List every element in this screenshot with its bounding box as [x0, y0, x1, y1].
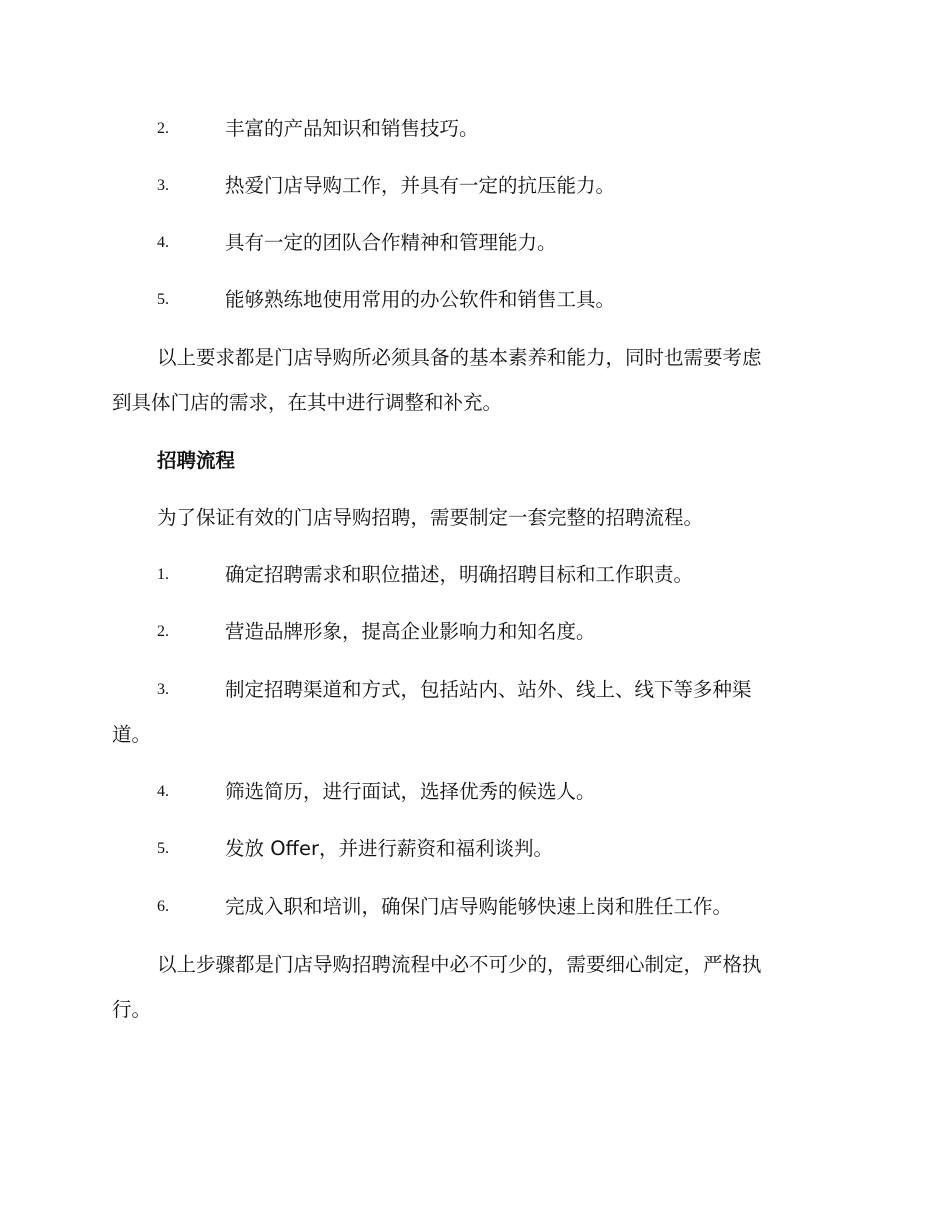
list-text: 丰富的产品知识和销售技巧。 — [225, 117, 479, 140]
list-text: 具有一定的团队合作精神和管理能力。 — [225, 231, 557, 254]
list-text: 热爱门店导购工作，并具有一定的抗压能力。 — [225, 174, 616, 197]
summary-paragraph-2-line-2: 行。 — [112, 998, 152, 1021]
list-number: 2. — [157, 120, 169, 137]
process-step-2 — [0, 617, 950, 647]
list-number: 3. — [157, 177, 169, 194]
summary-paragraph-1-line-1: 以上要求都是门店导购所必须具备的基本素养和能力，同时也需要考虑 — [157, 346, 762, 369]
list-number: 5. — [157, 840, 169, 857]
process-step-5 — [0, 834, 950, 864]
list-text: 能够熟练地使用常用的办公软件和销售工具。 — [225, 288, 616, 311]
list-text: 确定招聘需求和职位描述，明确招聘目标和工作职责。 — [225, 563, 694, 586]
summary-paragraph-2-line-1: 以上步骤都是门店导购招聘流程中必不可少的，需要细心制定，严格执 — [157, 953, 762, 976]
process-step-1 — [0, 560, 950, 590]
requirement-item-5 — [0, 285, 950, 315]
list-number: 1. — [157, 566, 169, 583]
list-text: 发放 Offer，并进行薪资和福利谈判。 — [225, 837, 553, 860]
list-number: 3. — [157, 681, 169, 698]
process-step-6 — [0, 892, 950, 922]
list-number: 2. — [157, 623, 169, 640]
process-step-3 — [0, 675, 950, 705]
intro-paragraph: 为了保证有效的门店导购招聘，需要制定一套完整的招聘流程。 — [157, 506, 704, 529]
list-text: 营造品牌形象，提高企业影响力和知名度。 — [225, 620, 596, 643]
requirement-item-2 — [0, 114, 950, 144]
list-text: 完成入职和培训，确保门店导购能够快速上岗和胜任工作。 — [225, 895, 733, 918]
requirement-item-3 — [0, 171, 950, 201]
list-number: 6. — [157, 898, 169, 915]
list-number: 4. — [157, 234, 169, 251]
requirement-item-4 — [0, 228, 950, 258]
summary-paragraph-1-line-2: 到具体门店的需求，在其中进行调整和补充。 — [112, 391, 503, 414]
process-step-4 — [0, 777, 950, 807]
process-step-3-continuation: 道。 — [112, 723, 152, 746]
list-text: 筛选简历，进行面试，选择优秀的候选人。 — [225, 780, 596, 803]
section-heading: 招聘流程 — [157, 449, 236, 472]
list-text: 制定招聘渠道和方式，包括站内、站外、线上、线下等多种渠 — [225, 678, 752, 701]
list-number: 5. — [157, 291, 169, 308]
list-number: 4. — [157, 783, 169, 800]
